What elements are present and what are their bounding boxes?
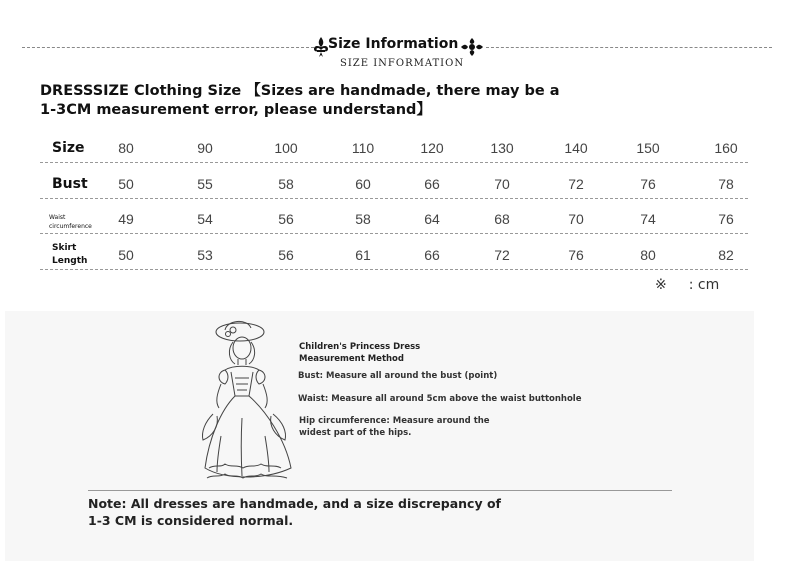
table-cell: 61 [355, 247, 371, 263]
page-subtitle: SIZE INFORMATION [340, 58, 465, 69]
page-title: Size Information [328, 36, 459, 52]
table-cell: 58 [278, 176, 294, 192]
table-cell: 50 [118, 247, 134, 263]
table-cell: 66 [424, 247, 440, 263]
table-cell: 56 [278, 247, 294, 263]
table-cell: 80 [640, 247, 656, 263]
table-cell: 74 [640, 211, 656, 227]
size-heading: DRESSSIZE Clothing Size 【Sizes are handmade, there may be a 1-3CM measurement error, please understand】 [40, 83, 560, 118]
table-cell: 76 [568, 247, 584, 263]
table-cell: 150 [636, 140, 660, 156]
fleur-de-lis-icon [313, 36, 329, 58]
table-cell: 140 [564, 140, 588, 156]
bust-instruction: Bust: Measure all around the bust (point) [298, 371, 498, 381]
table-cell: 58 [355, 211, 371, 227]
table-cell: 130 [490, 140, 514, 156]
table-cell: 100 [274, 140, 298, 156]
table-cell: 53 [197, 247, 213, 263]
waist-instruction: Waist: Measure all around 5cm above the waist buttonhole [298, 394, 582, 404]
table-cell: 110 [351, 140, 375, 156]
princess-dress-illustration [195, 318, 300, 486]
table-cell: 72 [494, 247, 510, 263]
hip-instruction-line: widest part of the hips. [299, 428, 412, 438]
table-cell: 76 [718, 211, 734, 227]
table-cell: 76 [640, 176, 656, 192]
unit-label: : cm [688, 277, 720, 293]
table-cell: 64 [424, 211, 440, 227]
measurement-title-line: Measurement Method [299, 354, 404, 364]
note-divider [88, 490, 672, 491]
table-row [40, 243, 748, 270]
table-cell: 120 [420, 140, 444, 156]
hip-instruction-line: Hip circumference: Measure around the [299, 416, 490, 426]
row-label: Size [52, 140, 85, 156]
table-cell: 78 [718, 176, 734, 192]
table-cell: 160 [714, 140, 738, 156]
unit-note [655, 277, 719, 293]
table-cell: 60 [355, 176, 371, 192]
hip-instruction [299, 415, 490, 439]
table-cell: 68 [494, 211, 510, 227]
handmade-note: Note: All dresses are handmade, and a size discrepancy of 1-3 CM is considered normal. [88, 496, 501, 528]
measurement-title [299, 341, 420, 365]
table-cell: 70 [568, 211, 584, 227]
row-label: Waist circumference [49, 214, 92, 230]
fleur-de-lis-icon [461, 38, 483, 56]
asterisk-mark: ※ [655, 277, 667, 293]
table-row [40, 136, 748, 163]
table-row [40, 207, 748, 234]
table-cell: 50 [118, 176, 134, 192]
table-cell: 56 [278, 211, 294, 227]
table-cell: 70 [494, 176, 510, 192]
row-label: Bust [52, 176, 88, 192]
table-cell: 90 [197, 140, 213, 156]
table-cell: 80 [118, 140, 134, 156]
table-cell: 72 [568, 176, 584, 192]
header-rule-left [22, 47, 314, 48]
table-cell: 82 [718, 247, 734, 263]
measurement-title-line: Children's Princess Dress [299, 342, 421, 352]
table-cell: 66 [424, 176, 440, 192]
table-cell: 54 [197, 211, 213, 227]
row-label: Skirt Length [52, 243, 88, 266]
table-cell: 55 [197, 176, 213, 192]
table-row [40, 172, 748, 199]
table-cell: 49 [118, 211, 134, 227]
header-rule-right [486, 47, 772, 48]
